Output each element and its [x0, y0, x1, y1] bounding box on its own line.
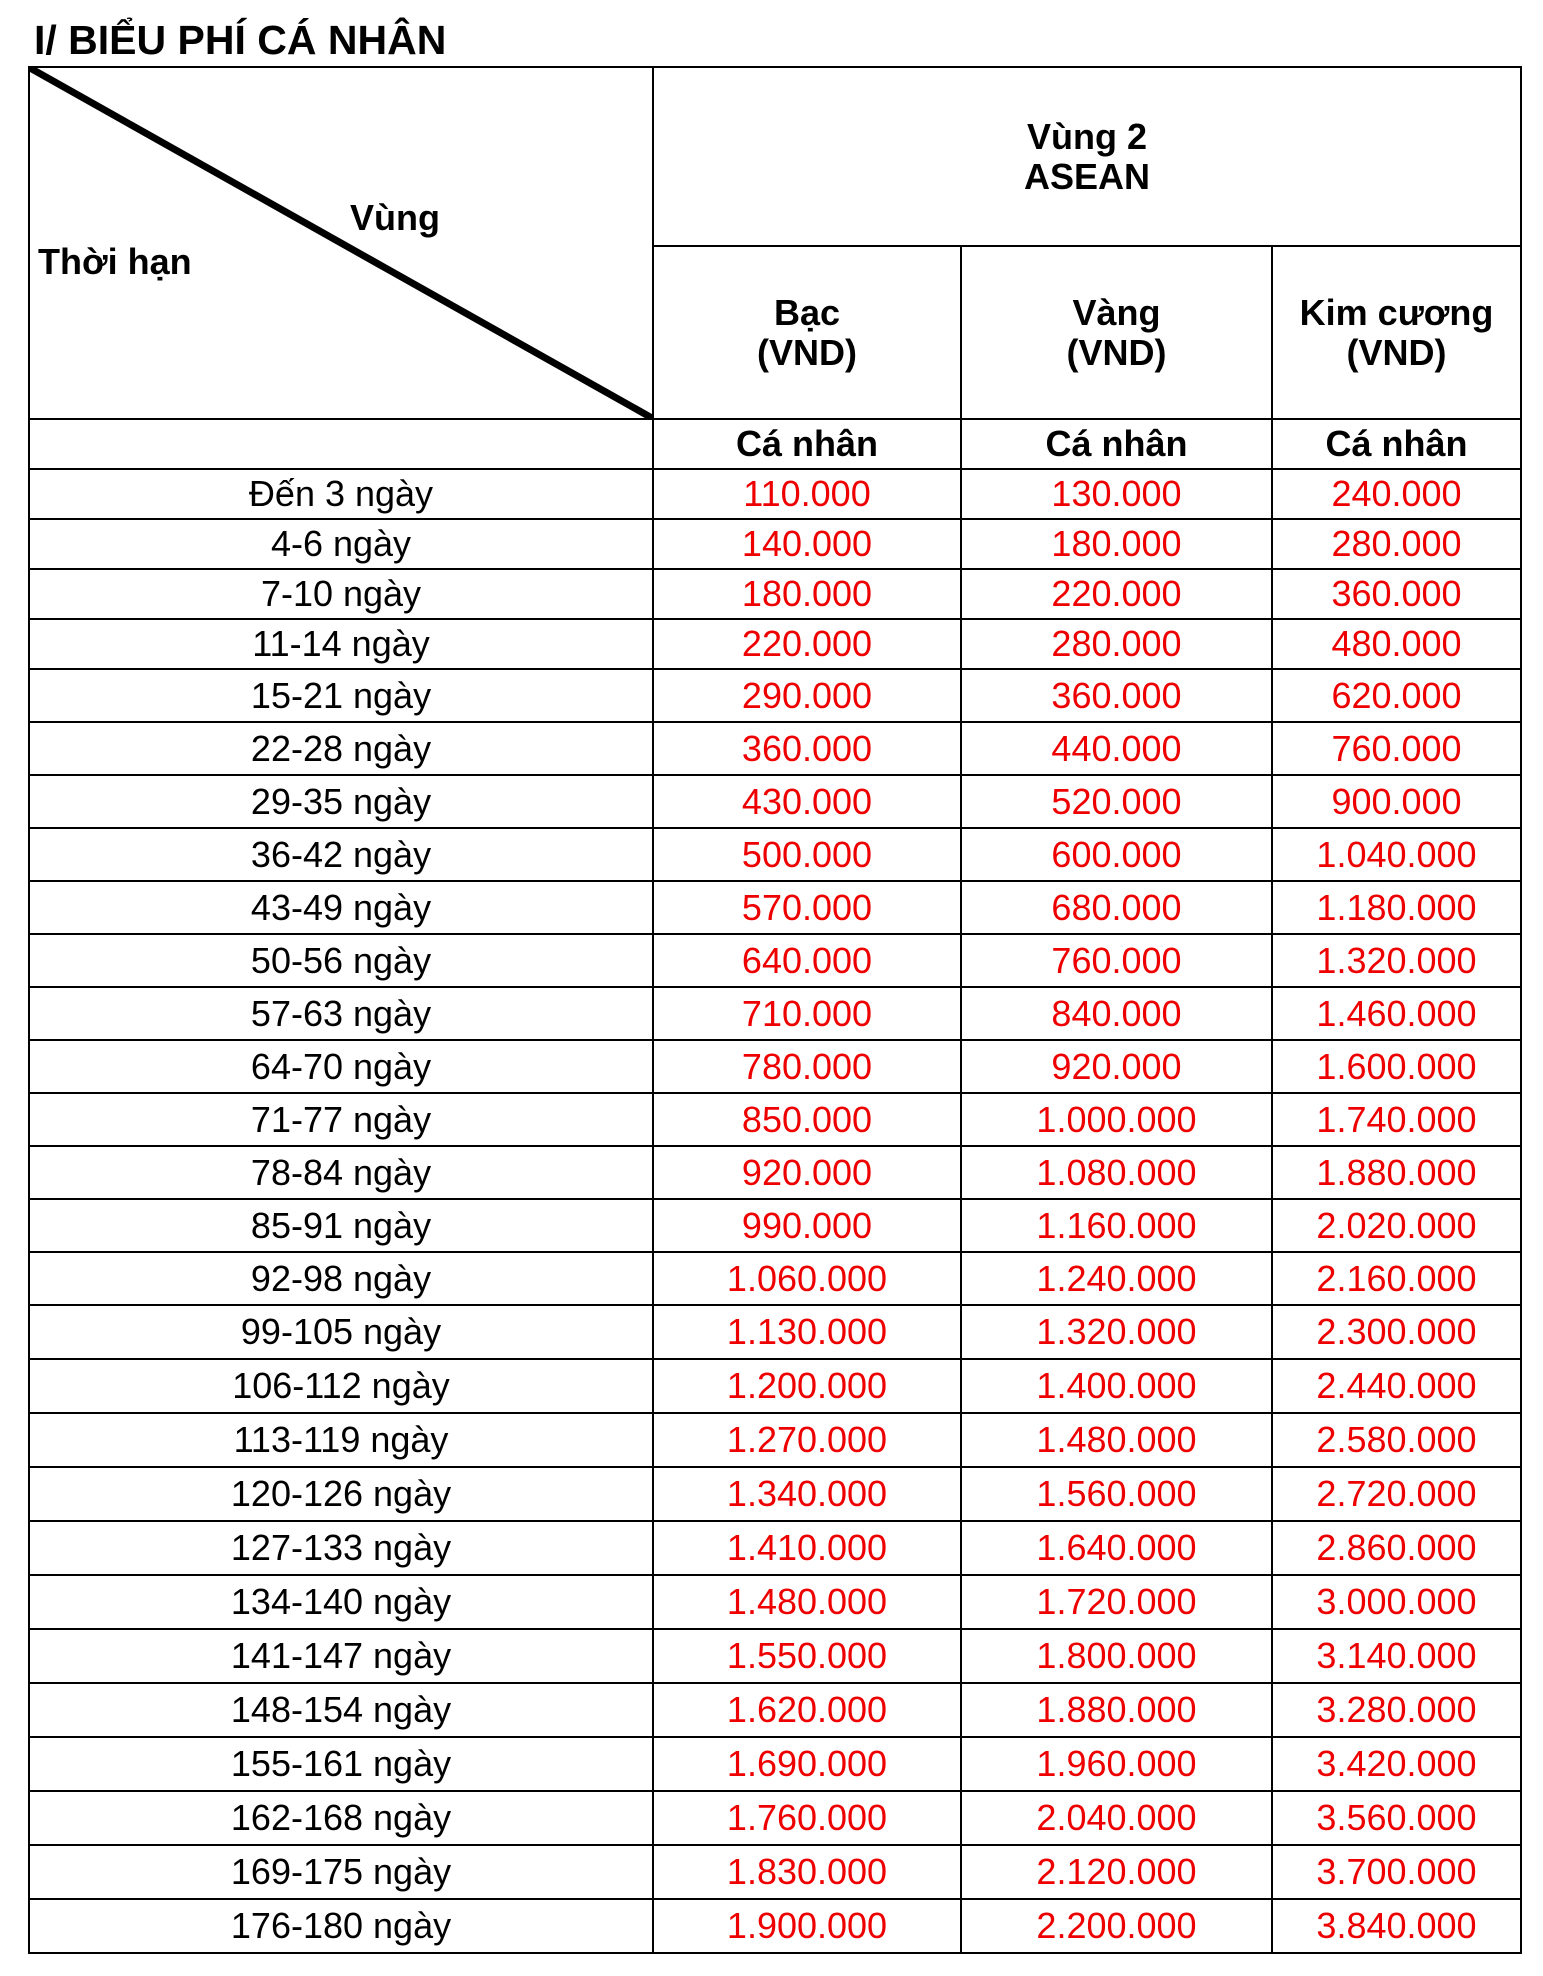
- price-vang-cell: 1.080.000: [961, 1146, 1272, 1199]
- price-vang-cell: 1.160.000: [961, 1199, 1272, 1252]
- table-row: [29, 1359, 1521, 1413]
- corner-term-label: Thời hạn: [38, 241, 192, 282]
- price-vang-cell: 1.880.000: [961, 1683, 1272, 1737]
- price-vang-cell: 840.000: [961, 987, 1272, 1040]
- tier-unit: (VND): [1066, 331, 1167, 373]
- table-row: [29, 1899, 1521, 1953]
- price-vang-cell: 2.200.000: [961, 1899, 1272, 1953]
- table-row: [29, 1737, 1521, 1791]
- table-row: [29, 828, 1521, 881]
- term-cell: 22-28 ngày: [29, 722, 653, 775]
- table-row: [29, 569, 1521, 619]
- term-cell: 169-175 ngày: [29, 1845, 653, 1899]
- price-vang-cell: 1.720.000: [961, 1575, 1272, 1629]
- price-bac-cell: 920.000: [653, 1146, 961, 1199]
- price-bac-cell: 110.000: [653, 469, 961, 519]
- table-row: [29, 1521, 1521, 1575]
- price-vang-cell: 1.400.000: [961, 1359, 1272, 1413]
- price-bac-cell: 180.000: [653, 569, 961, 619]
- region-name: Vùng 2: [1027, 115, 1148, 157]
- price-vang-cell: 1.960.000: [961, 1737, 1272, 1791]
- term-cell: 148-154 ngày: [29, 1683, 653, 1737]
- header-row-subheader: [29, 419, 1521, 469]
- price-kim-cuong-cell: 480.000: [1272, 619, 1521, 669]
- price-bac-cell: 290.000: [653, 669, 961, 722]
- price-vang-cell: 2.120.000: [961, 1845, 1272, 1899]
- price-bac-cell: 640.000: [653, 934, 961, 987]
- table-row: [29, 1683, 1521, 1737]
- price-kim-cuong-cell: 3.000.000: [1272, 1575, 1521, 1629]
- price-kim-cuong-cell: 1.740.000: [1272, 1093, 1521, 1146]
- table-row: [29, 1413, 1521, 1467]
- term-cell: 29-35 ngày: [29, 775, 653, 828]
- price-bac-cell: 1.340.000: [653, 1467, 961, 1521]
- price-bac-cell: 360.000: [653, 722, 961, 775]
- price-bac-cell: 1.690.000: [653, 1737, 961, 1791]
- term-cell: 106-112 ngày: [29, 1359, 653, 1413]
- table-row: [29, 1467, 1521, 1521]
- price-bac-cell: 1.270.000: [653, 1413, 961, 1467]
- price-vang-cell: 280.000: [961, 619, 1272, 669]
- term-cell: 43-49 ngày: [29, 881, 653, 934]
- tier-name: Vàng: [1072, 291, 1161, 333]
- price-vang-cell: 600.000: [961, 828, 1272, 881]
- price-kim-cuong-cell: 2.020.000: [1272, 1199, 1521, 1252]
- fee-table: [28, 66, 1522, 1954]
- table-row: [29, 619, 1521, 669]
- page-title: I/ BIỂU PHÍ CÁ NHÂN: [34, 17, 447, 63]
- table-row: [29, 519, 1521, 569]
- price-kim-cuong-cell: 2.580.000: [1272, 1413, 1521, 1467]
- tier-header-kim-cuong: [1272, 246, 1521, 419]
- price-bac-cell: 140.000: [653, 519, 961, 569]
- price-vang-cell: 680.000: [961, 881, 1272, 934]
- price-vang-cell: 220.000: [961, 569, 1272, 619]
- price-vang-cell: 360.000: [961, 669, 1272, 722]
- term-cell: 78-84 ngày: [29, 1146, 653, 1199]
- term-cell: 57-63 ngày: [29, 987, 653, 1040]
- price-kim-cuong-cell: 2.300.000: [1272, 1305, 1521, 1359]
- price-kim-cuong-cell: 760.000: [1272, 722, 1521, 775]
- price-bac-cell: 780.000: [653, 1040, 961, 1093]
- price-vang-cell: 920.000: [961, 1040, 1272, 1093]
- tier-unit: (VND): [757, 331, 857, 373]
- price-kim-cuong-cell: 280.000: [1272, 519, 1521, 569]
- tier-name: Kim cương: [1299, 291, 1494, 333]
- term-cell: 92-98 ngày: [29, 1252, 653, 1305]
- price-bac-cell: 430.000: [653, 775, 961, 828]
- subheader-empty-cell: [29, 419, 653, 469]
- price-bac-cell: 1.200.000: [653, 1359, 961, 1413]
- term-cell: 64-70 ngày: [29, 1040, 653, 1093]
- price-kim-cuong-cell: 3.840.000: [1272, 1899, 1521, 1953]
- price-vang-cell: 130.000: [961, 469, 1272, 519]
- term-cell: 50-56 ngày: [29, 934, 653, 987]
- table-row: [29, 1093, 1521, 1146]
- table-row: [29, 1845, 1521, 1899]
- price-kim-cuong-cell: 1.460.000: [1272, 987, 1521, 1040]
- price-bac-cell: 1.480.000: [653, 1575, 961, 1629]
- region-group: ASEAN: [1023, 155, 1151, 197]
- term-cell: 113-119 ngày: [29, 1413, 653, 1467]
- table-row: [29, 1040, 1521, 1093]
- price-kim-cuong-cell: 3.420.000: [1272, 1737, 1521, 1791]
- tier-header-vang: [961, 246, 1272, 419]
- term-cell: 11-14 ngày: [29, 619, 653, 669]
- term-cell: 120-126 ngày: [29, 1467, 653, 1521]
- price-kim-cuong-cell: 620.000: [1272, 669, 1521, 722]
- table-row: [29, 669, 1521, 722]
- table-row: [29, 1575, 1521, 1629]
- corner-header-cell: [29, 67, 653, 419]
- term-cell: 15-21 ngày: [29, 669, 653, 722]
- header-row-region: [29, 67, 1521, 246]
- term-cell: 7-10 ngày: [29, 569, 653, 619]
- table-row: [29, 1791, 1521, 1845]
- price-vang-cell: 760.000: [961, 934, 1272, 987]
- tier-name: Bạc: [773, 291, 841, 333]
- price-kim-cuong-cell: 1.180.000: [1272, 881, 1521, 934]
- term-cell: 134-140 ngày: [29, 1575, 653, 1629]
- price-bac-cell: 1.550.000: [653, 1629, 961, 1683]
- subheader-kim-cuong: Cá nhân: [1272, 419, 1521, 469]
- price-vang-cell: 1.480.000: [961, 1413, 1272, 1467]
- price-vang-cell: 180.000: [961, 519, 1272, 569]
- price-bac-cell: 990.000: [653, 1199, 961, 1252]
- price-kim-cuong-cell: 3.280.000: [1272, 1683, 1521, 1737]
- term-cell: 141-147 ngày: [29, 1629, 653, 1683]
- subheader-vang: Cá nhân: [961, 419, 1272, 469]
- price-kim-cuong-cell: 2.720.000: [1272, 1467, 1521, 1521]
- table-row: [29, 1252, 1521, 1305]
- corner-region-label: Vùng: [350, 197, 440, 238]
- table-row: [29, 987, 1521, 1040]
- price-bac-cell: 1.410.000: [653, 1521, 961, 1575]
- table-row: [29, 1146, 1521, 1199]
- price-bac-cell: 710.000: [653, 987, 961, 1040]
- price-bac-cell: 570.000: [653, 881, 961, 934]
- price-vang-cell: 1.560.000: [961, 1467, 1272, 1521]
- price-bac-cell: 1.900.000: [653, 1899, 961, 1953]
- price-vang-cell: 1.640.000: [961, 1521, 1272, 1575]
- price-bac-cell: 1.060.000: [653, 1252, 961, 1305]
- table-row: [29, 1199, 1521, 1252]
- price-vang-cell: 1.320.000: [961, 1305, 1272, 1359]
- price-bac-cell: 1.620.000: [653, 1683, 961, 1737]
- price-kim-cuong-cell: 3.140.000: [1272, 1629, 1521, 1683]
- price-bac-cell: 500.000: [653, 828, 961, 881]
- term-cell: 85-91 ngày: [29, 1199, 653, 1252]
- term-cell: 4-6 ngày: [29, 519, 653, 569]
- price-kim-cuong-cell: 1.040.000: [1272, 828, 1521, 881]
- price-bac-cell: 1.130.000: [653, 1305, 961, 1359]
- price-bac-cell: 220.000: [653, 619, 961, 669]
- term-cell: 162-168 ngày: [29, 1791, 653, 1845]
- price-kim-cuong-cell: 360.000: [1272, 569, 1521, 619]
- price-kim-cuong-cell: 1.600.000: [1272, 1040, 1521, 1093]
- price-vang-cell: 520.000: [961, 775, 1272, 828]
- price-kim-cuong-cell: 3.700.000: [1272, 1845, 1521, 1899]
- term-cell: 155-161 ngày: [29, 1737, 653, 1791]
- term-cell: 71-77 ngày: [29, 1093, 653, 1146]
- price-kim-cuong-cell: 2.440.000: [1272, 1359, 1521, 1413]
- table-row: [29, 775, 1521, 828]
- price-vang-cell: 2.040.000: [961, 1791, 1272, 1845]
- price-bac-cell: 1.760.000: [653, 1791, 961, 1845]
- table-row: [29, 722, 1521, 775]
- price-bac-cell: 1.830.000: [653, 1845, 961, 1899]
- term-cell: 176-180 ngày: [29, 1899, 653, 1953]
- table-row: [29, 469, 1521, 519]
- table-row: [29, 1305, 1521, 1359]
- price-vang-cell: 1.240.000: [961, 1252, 1272, 1305]
- price-kim-cuong-cell: 1.880.000: [1272, 1146, 1521, 1199]
- price-vang-cell: 1.000.000: [961, 1093, 1272, 1146]
- term-cell: Đến 3 ngày: [29, 469, 653, 519]
- table-row: [29, 1629, 1521, 1683]
- term-cell: 99-105 ngày: [29, 1305, 653, 1359]
- price-kim-cuong-cell: 240.000: [1272, 469, 1521, 519]
- price-vang-cell: 440.000: [961, 722, 1272, 775]
- subheader-bac: Cá nhân: [653, 419, 961, 469]
- price-kim-cuong-cell: 2.160.000: [1272, 1252, 1521, 1305]
- price-kim-cuong-cell: 2.860.000: [1272, 1521, 1521, 1575]
- term-cell: 36-42 ngày: [29, 828, 653, 881]
- region-header-cell: [653, 67, 1521, 246]
- price-bac-cell: 850.000: [653, 1093, 961, 1146]
- term-cell: 127-133 ngày: [29, 1521, 653, 1575]
- table-row: [29, 934, 1521, 987]
- price-kim-cuong-cell: 900.000: [1272, 775, 1521, 828]
- price-vang-cell: 1.800.000: [961, 1629, 1272, 1683]
- price-kim-cuong-cell: 1.320.000: [1272, 934, 1521, 987]
- table-row: [29, 881, 1521, 934]
- tier-unit: (VND): [1346, 331, 1447, 373]
- price-kim-cuong-cell: 3.560.000: [1272, 1791, 1521, 1845]
- tier-header-bac: [653, 246, 961, 419]
